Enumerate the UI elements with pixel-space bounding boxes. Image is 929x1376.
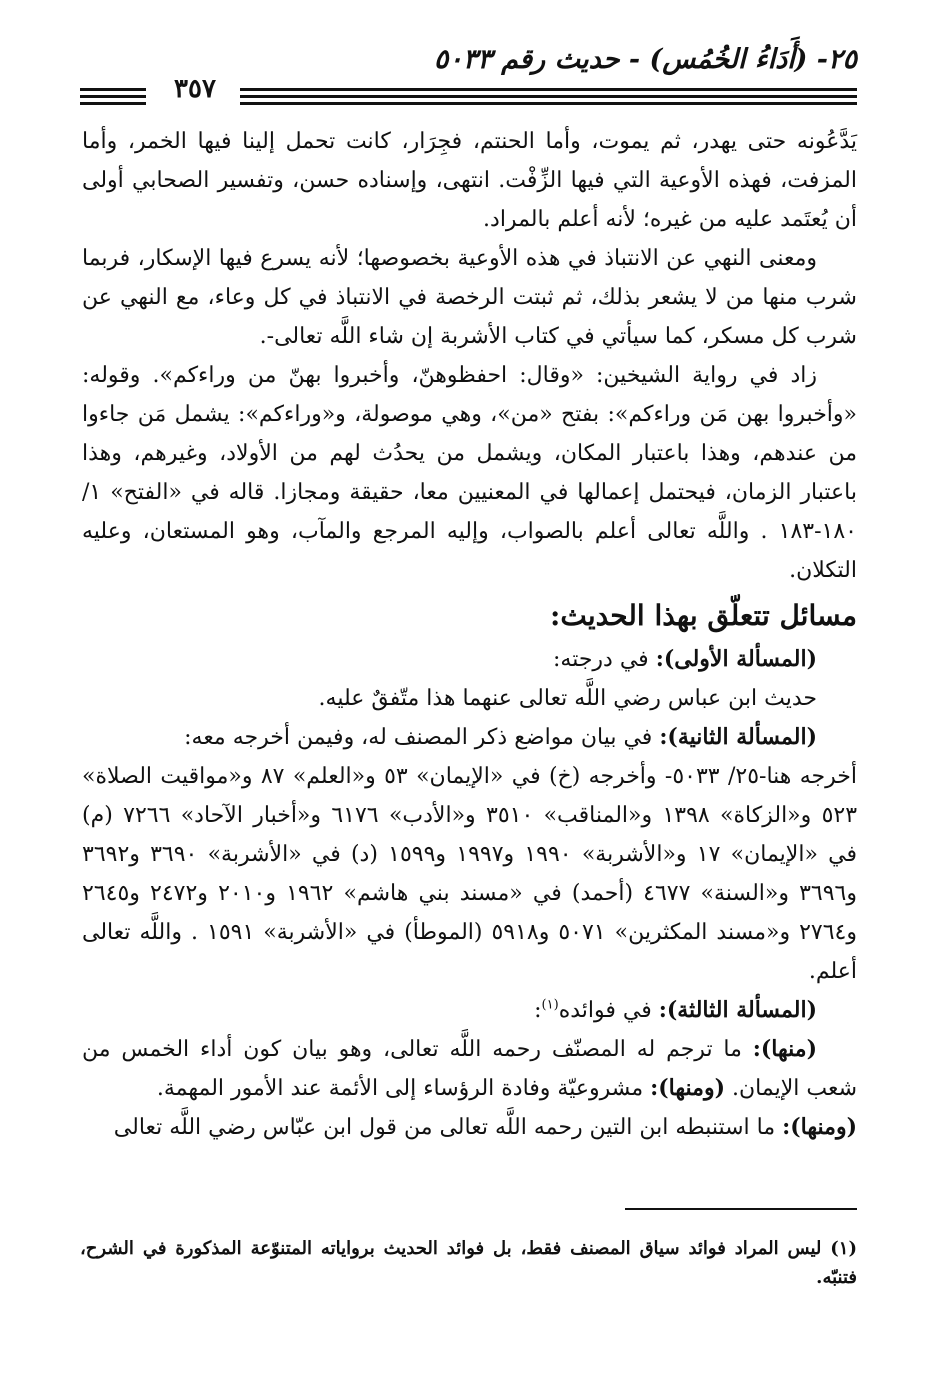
- footnotes: [80, 1234, 857, 1292]
- page-number: ٣٥٧: [150, 74, 240, 104]
- issue-subject: في فوائده: [558, 998, 652, 1023]
- issue-title: (المسألة الثالثة):: [658, 997, 817, 1023]
- issue-heading: [82, 640, 857, 679]
- paragraph: يَدَّعُونه حتى يهدر، ثم يموت، وأما الحنتم، فجِرَار، كانت تحمل إلينا فيها الخمر، وأما المزفت، فهذه الأوعية التي فيها الزِّفْت. انتهى، وإسناده حسن، وتفسير الصحابي أولى أن يُعتَمد عليه من غيره؛ لأنه أعلم بالمراد.: [82, 129, 857, 232]
- header-rule: [240, 95, 857, 98]
- header-rule: [80, 102, 146, 105]
- benefit-label: (ومنها):: [650, 1075, 725, 1101]
- main-text: [82, 122, 857, 1147]
- benefit-label: (ومنها):: [782, 1114, 857, 1140]
- issue-title: (المسألة الأولى):: [655, 646, 817, 672]
- benefit-label: (منها):: [752, 1036, 817, 1062]
- issue-subject: في بيان مواضع ذكر المصنف له، وفيمن أخرجه معه:: [184, 725, 653, 750]
- footnote-ref[interactable]: (١): [541, 997, 559, 1013]
- benefit-text: مشروعيّة وفادة الرؤساء إلى الأئمة عند الأمور المهمة.: [156, 1076, 644, 1101]
- running-title: ٢٥- (أَدَاءُ الخُمُس) - حديث رقم ٥٠٣٣: [433, 44, 857, 75]
- paragraph: حديث ابن عباس رضي اللَّه تعالى عنهما هذا متّفقٌ عليه.: [318, 686, 817, 711]
- issue-heading: [82, 991, 857, 1030]
- colon: :: [534, 998, 542, 1023]
- header-rule: [240, 88, 857, 91]
- header-rule: [240, 102, 857, 105]
- header-rule: [80, 95, 146, 98]
- paragraph: [82, 1030, 857, 1108]
- benefit-text: ما ترجم له المصنّف رحمه اللَّه تعالى، وهو بيان كون أداء الخمس من شعب الإيمان.: [82, 1037, 857, 1101]
- header-rule: [80, 88, 146, 91]
- section-heading: مسائل تتعلّق بهذا الحديث:: [549, 599, 857, 632]
- page-header: [80, 44, 857, 104]
- paragraph: زاد في رواية الشيخين: «وقال: احفظوهنّ، وأخبروا بهنّ من وراءكم». وقوله: «وأخبروا بهن مَن وراءكم»: بفتح «من»، وهي موصولة، و«وراءكم»: يشمل مَن جاءوا من عندهم، وهذا باعتبار المكان، ويشمل من يحدُث لهم من الأولاد، وغيرهم، وهذا باعتبار الزمان، فيحتمل إعمالها في المعنيين معا، حقيقة ومجازا. قاله في «الفتح» ١/ ١٨٠-١٨٣ . واللَّه تعالى أعلم بالصواب، وإليه المرجع والمآب، وهو المستعان، وعليه التكلان.: [82, 363, 857, 583]
- paragraph: [82, 1108, 857, 1147]
- issue-subject: في درجته:: [552, 647, 649, 672]
- paragraph: أخرجه هنا-٢٥/ ٥٠٣٣- وأخرجه (خ) في «الإيمان» ٥٣ و«العلم» ٨٧ و«مواقيت الصلاة» ٥٢٣ و«الزكاة» ١٣٩٨ و«المناقب» ٣٥١٠ و«الأدب» ٦١٧٦ و«أخبار الآحاد» ٧٢٦٦ (م) في «الإيمان» ١٧ و«الأشربة» ١٩٩٠ و١٩٩٧ و١٥٩٩ (د) في «الأشربة» ٣٦٩٠ و٣٦٩٢ و٣٦٩٦ و«السنة» ٤٦٧٧ (أحمد) في «مسند بني هاشم» ١٩٦٢ و٢٠١٠ و٢٤٧٢ و٢٦٤٥ و٢٧٦٤ و«مسند المكثرين» ٥٠٧١ و٥٩١٨ (الموطأ) في «الأشربة» ١٥٩١ . واللَّه تعالى أعلم.: [82, 764, 858, 984]
- issue-title: (المسألة الثانية):: [659, 724, 817, 750]
- paragraph: ومعنى النهي عن الانتباذ في هذه الأوعية بخصوصها؛ لأنه يسرع فيها الإسكار، فربما شرب منها من لا يشعر بذلك، ثم ثبتت الرخصة في الانتباذ في كل وعاء، مع النهي عن شرب كل مسكر، كما سيأتي في كتاب الأشربة إن شاء اللَّه تعالى-.: [82, 246, 857, 349]
- benefit-text: ما استنبطه ابن التين رحمه اللَّه تعالى من قول ابن عبّاس رضي اللَّه تعالى: [113, 1115, 776, 1140]
- footnote-separator: [625, 1208, 857, 1210]
- issue-heading: [82, 718, 857, 757]
- footnote: (١) ليس المراد فوائد سياق المصنف فقط، بل فوائد الحديث برواياته المتنوّعة المذكورة في الشرح، فتنبّه.: [80, 1238, 857, 1288]
